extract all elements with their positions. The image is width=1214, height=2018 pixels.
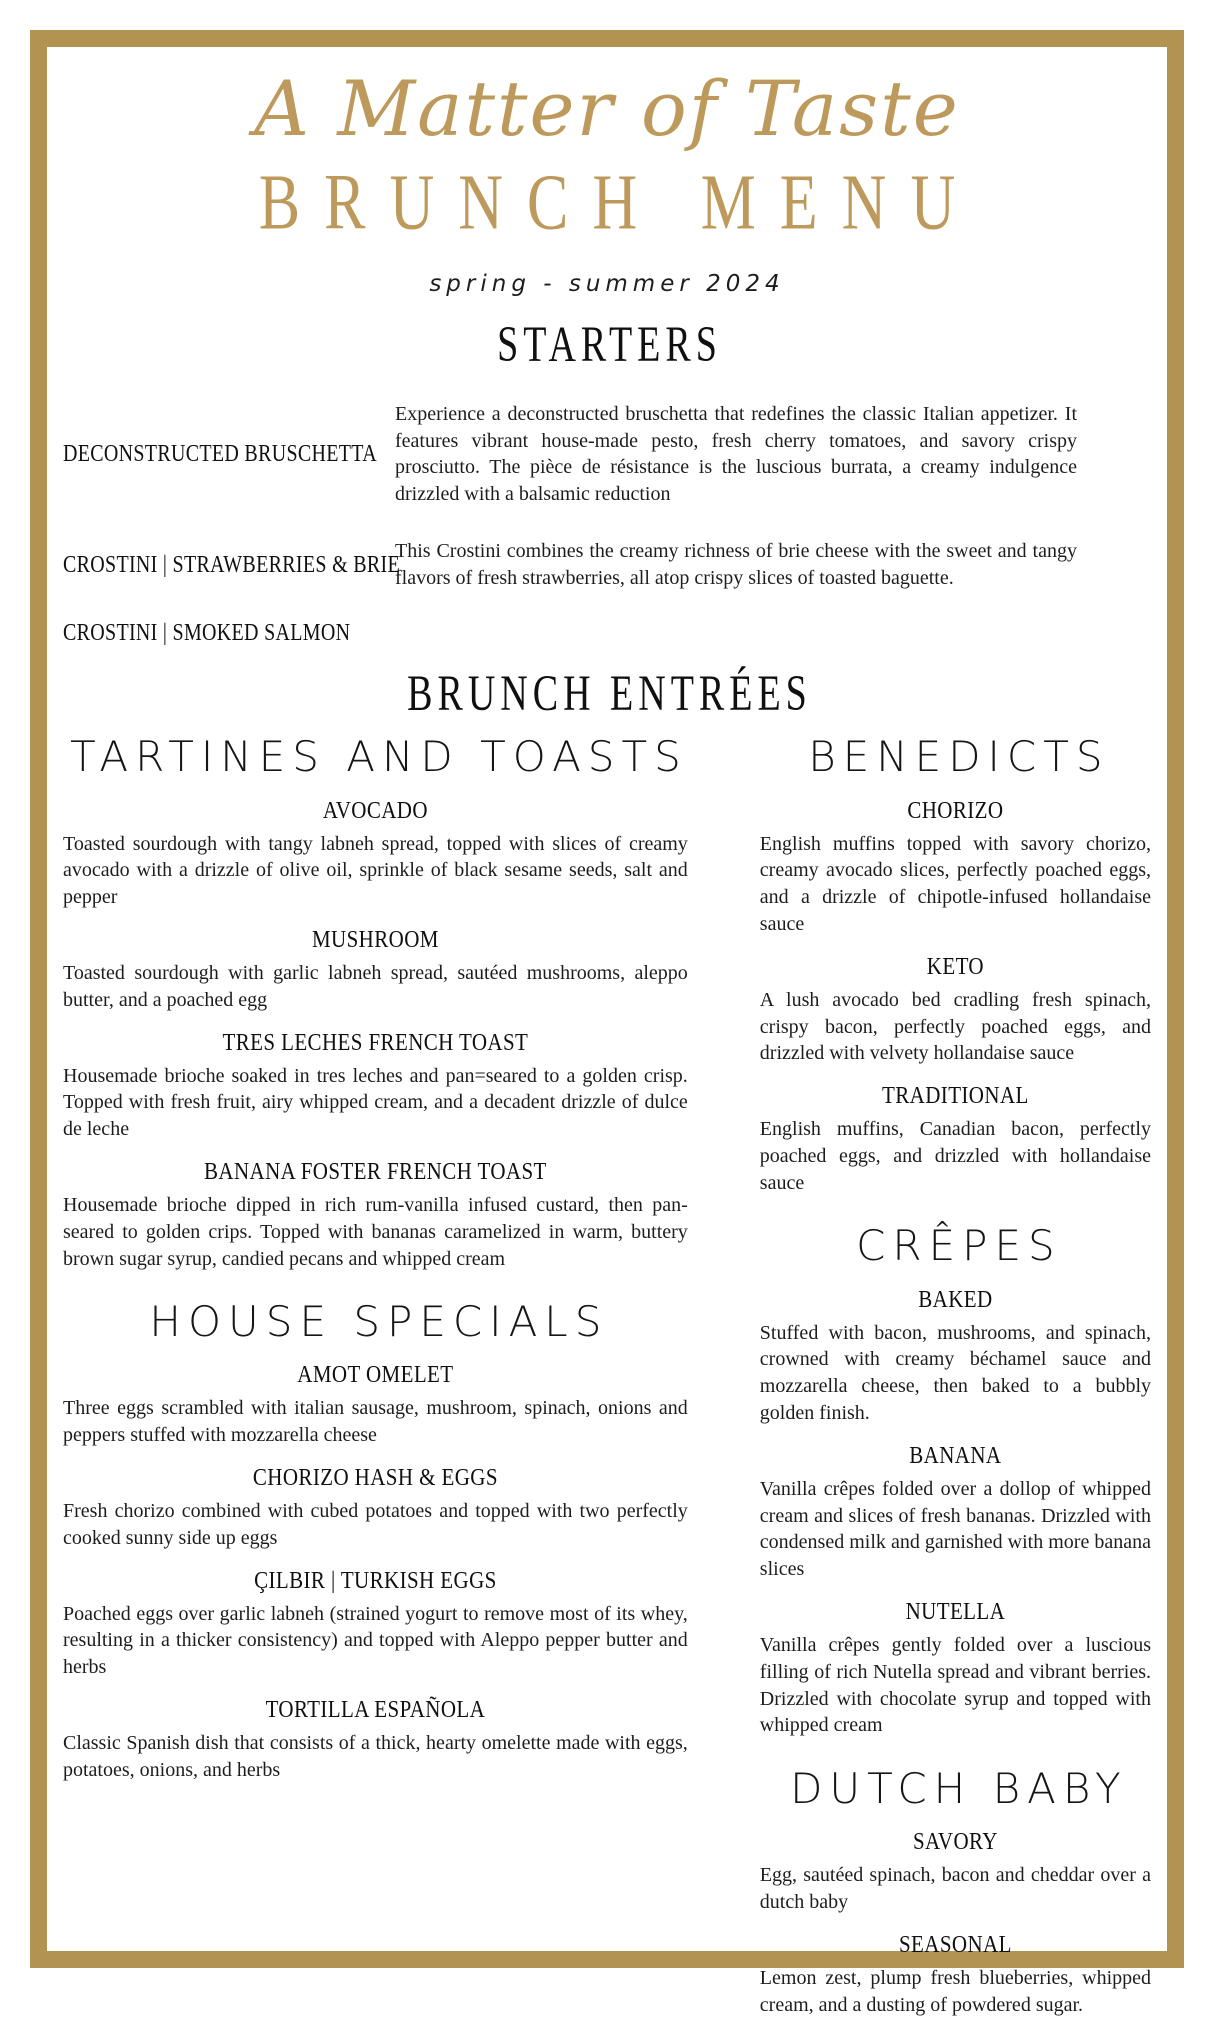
starter-description: Experience a deconstructed bruschetta that redefines the classic Italian appetizer. It features vibrant house-made pesto, fresh cherry tomatoes, and savory crispy prosciutto. The pièce de résistance is the luscious burrata, a creamy indulgence drizzled with a balsamic reduction: [395, 402, 1077, 506]
item-description: Housemade brioche soaked in tres leches and pan=seared to a golden crisp. Topped with fresh fruit, airy whipped cream, and a decadent drizzle of dulce de leche: [63, 1064, 688, 1141]
item-description: Lemon zest, plump fresh blueberries, whipped cream, and a dusting of powdered sugar.: [759, 1966, 1151, 2016]
section-heading: TARTINES AND TOASTS: [70, 732, 688, 782]
section-tartines-and-toasts: [63, 734, 688, 1273]
item-description: Poached eggs over garlic labneh (strained yogurt to remove most of its whey, resulting in a thicker consistency) and topped with Aleppo pepper butter and herbs: [63, 1602, 688, 1679]
starter-name: CROSTINI | STRAWBERRIES & BRIE: [63, 551, 400, 578]
menu-item-savory-dutch-baby: [759, 1826, 1151, 1916]
menu-item-seasonal-dutch-baby: [759, 1929, 1151, 2018]
entrees-heading-wrap: [63, 665, 1151, 722]
item-description: Toasted sourdough with tangy labneh spread, topped with slices of creamy avocado with a drizzle of olive oil, sprinkle of black sesame seeds, salt and pepper: [63, 832, 688, 909]
item-description: Classic Spanish dish that consists of a thick, hearty omelette made with eggs, potatoes, onions, and herbs: [63, 1731, 688, 1781]
item-description: English muffins topped with savory chorizo, creamy avocado slices, perfectly poached eggs, and a drizzle of chipotle-infused hollandaise sauce: [759, 832, 1151, 935]
section-heading-wrap: [760, 1223, 1151, 1271]
starters-heading-wrap: [63, 316, 1151, 374]
section-benedicts: [760, 734, 1151, 1197]
item-name: TRADITIONAL: [882, 1080, 1029, 1110]
menu-item-tortilla-espanola: [63, 1694, 688, 1784]
item-name: CHORIZO: [907, 795, 1004, 824]
item-name: BAKED: [918, 1284, 993, 1313]
season-subtitle: spring - summer 2024: [429, 270, 785, 297]
item-description: Vanilla crêpes gently folded over a luscious filling of rich Nutella spread and vibrant berries. Drizzled with chocolate syrup and topped with whipped cream: [759, 1633, 1151, 1737]
entrees-heading: BRUNCH ENTRÉES: [407, 665, 812, 722]
item-name: SEASONAL: [898, 1929, 1012, 1958]
starters-heading: STARTERS: [497, 316, 722, 374]
menu-item-tres-leches-french-toast: [63, 1027, 688, 1143]
starter-name: DECONSTRUCTED BRUSCHETTA: [63, 441, 377, 468]
item-name: AVOCADO: [322, 795, 428, 824]
item-description: Fresh chorizo combined with cubed potatoes and topped with two perfectly cooked sunny side up eggs: [63, 1499, 688, 1549]
item-name: ÇILBIR | TURKISH EGGS: [254, 1565, 497, 1594]
item-name: MUSHROOM: [311, 924, 439, 954]
menu-item-banana-crepe: [759, 1440, 1151, 1583]
section-crepes: [760, 1223, 1151, 1740]
item-name: KETO: [926, 951, 984, 980]
left-column: [63, 726, 688, 2018]
item-description: Egg, sautéed spinach, bacon and cheddar over a dutch baby: [759, 1864, 1151, 1913]
item-description: Three eggs scrambled with italian sausage, mushroom, spinach, onions and peppers stuffed with mozzarella cheese: [63, 1397, 688, 1447]
starters-section: [63, 401, 1151, 644]
item-name: NUTELLA: [905, 1596, 1006, 1625]
item-description: Vanilla crêpes folded over a dollop of whipped cream and slices of fresh bananas. Drizzled with condensed milk and garnished with more banana slices: [759, 1477, 1151, 1581]
section-heading: DUTCH BABY: [790, 1764, 1128, 1814]
item-description: Housemade brioche dipped in rich rum-vanilla infused custard, then pan-seared to golden crips. Topped with bananas caramelized in warm, buttery brown sugar syrup, candied pecans and whipped cream: [63, 1193, 688, 1270]
menu-item-keto-benedict: [759, 951, 1151, 1067]
item-name: TRES LECHES FRENCH TOAST: [222, 1027, 529, 1056]
item-description: Stuffed with bacon, mushrooms, and spinach, crowned with creamy béchamel sauce and mozzarella cheese, then baked to a bubbly golden finish.: [759, 1321, 1151, 1424]
starter-item-deconstructed-bruschetta: [63, 441, 377, 468]
item-description: English muffins, Canadian bacon, perfectly poached eggs, and drizzled with hollandaise sauce: [759, 1118, 1151, 1194]
menu-item-avocado: [63, 795, 688, 911]
menu-item-baked-crepe: [759, 1284, 1151, 1427]
brand-title: A Matter of Taste: [254, 64, 960, 153]
section-heading: CRÊPES: [856, 1221, 1062, 1271]
menu-item-traditional-benedict: [759, 1080, 1151, 1196]
item-name: BANANA: [909, 1440, 1002, 1469]
item-description: Toasted sourdough with garlic labneh spread, sautéed mushrooms, aleppo butter, and a poached egg: [63, 961, 688, 1011]
right-column: [760, 726, 1151, 2018]
menu-item-mushroom: [63, 924, 688, 1014]
section-heading: BENEDICTS: [808, 732, 1110, 782]
item-name: CHORIZO HASH & EGGS: [252, 1462, 498, 1492]
starter-name: CROSTINI | SMOKED SALMON: [63, 619, 351, 646]
menu-item-amot-omelet: [63, 1360, 688, 1449]
section-house-specials: [63, 1298, 688, 1783]
item-name: SAVORY: [912, 1826, 998, 1856]
item-name: BANANA FOSTER FRENCH TOAST: [204, 1156, 547, 1186]
menu-border-frame: [30, 30, 1184, 2016]
menu-item-chorizo-benedict: [759, 795, 1151, 938]
section-heading-wrap: [63, 734, 688, 782]
section-heading: HOUSE SPECIALS: [149, 1297, 609, 1347]
section-dutch-baby: [760, 1765, 1151, 2018]
menu-item-cilbir-turkish-eggs: [63, 1565, 688, 1681]
item-name: AMOT OMELET: [297, 1360, 454, 1389]
item-name: TORTILLA ESPAÑOLA: [265, 1694, 486, 1723]
section-heading-wrap: [760, 1765, 1151, 1813]
item-description: A lush avocado bed cradling fresh spinach, crispy bacon, perfectly poached eggs, and drizzled with velvety hollandaise sauce: [759, 988, 1151, 1065]
menu-title-wrap: [63, 159, 1151, 247]
menu-title: BRUNCH MENU: [258, 159, 980, 247]
menu-item-chorizo-hash-eggs: [63, 1462, 688, 1552]
menu-item-nutella-crepe: [759, 1596, 1151, 1739]
entrees-columns: [63, 726, 1151, 2018]
starter-item-crostini-smoked-salmon: [63, 619, 363, 646]
menu-item-banana-foster-french-toast: [63, 1156, 688, 1272]
starter-description: This Crostini combines the creamy richness of brie cheese with the sweet and tangy flavors of fresh strawberries, all atop crispy slices of toasted baguette.: [395, 539, 1077, 589]
section-heading-wrap: [63, 1298, 688, 1346]
starter-item-crostini-strawberries-brie: [63, 551, 400, 578]
section-heading-wrap: [760, 734, 1151, 782]
